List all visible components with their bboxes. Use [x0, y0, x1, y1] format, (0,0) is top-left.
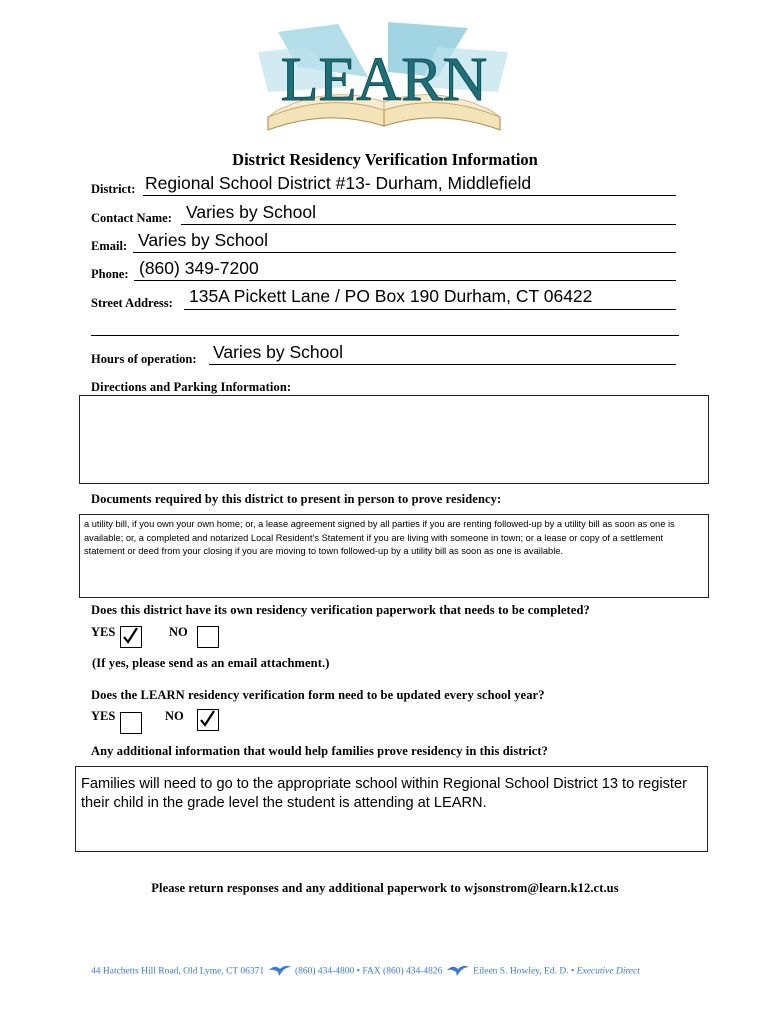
- q1-yes-checkbox[interactable]: [120, 626, 142, 648]
- q1-no-checkbox[interactable]: [197, 626, 219, 648]
- email-field[interactable]: Varies by School: [138, 230, 269, 250]
- page-title: District Residency Verification Information: [232, 150, 538, 169]
- footer-address: 44 Hatchetts Hill Road, Old Lyme, CT 06371: [91, 966, 265, 977]
- bird-icon: [447, 964, 469, 979]
- q2-no-label: NO: [165, 709, 184, 723]
- street-address-field[interactable]: 135A Pickett Lane / PO Box 190 Durham, CT 06422: [189, 286, 593, 306]
- district-line: [143, 195, 676, 196]
- q1-no-label: NO: [169, 625, 188, 639]
- additional-info-box[interactable]: [75, 766, 708, 852]
- q2-yes-checkbox[interactable]: [120, 712, 142, 734]
- q1-note: (If yes, please send as an email attachment.): [92, 656, 330, 670]
- documents-box[interactable]: [79, 514, 709, 598]
- bird-icon: [269, 964, 291, 979]
- footer-phones: (860) 434-4800 • FAX (860) 434-4826: [294, 966, 443, 977]
- phone-field[interactable]: (860) 349-7200: [139, 258, 259, 278]
- documents-label: Documents required by this district to present in person to prove residency:: [91, 492, 502, 506]
- q2-no-checkbox[interactable]: [197, 709, 219, 731]
- email-label: Email:: [91, 239, 128, 253]
- question-1: Does this district have its own residency verification paperwork that needs to be completed?: [91, 603, 590, 617]
- email-line: [133, 252, 676, 253]
- footer: [91, 964, 640, 979]
- documents-text: a utility bill, if you own your own home; or, a lease agreement signed by all parties if you are renting followed-up by a utility bill as soon as one is available; or, a completed and notarized Local Resident’s Statement if you are living with someone in town; or a lease or copy of a settlement statement or deed from your closing if you are moving to town followed-up by a utility bill as soon as one is available.: [84, 519, 675, 556]
- directions-box[interactable]: [79, 395, 709, 484]
- street-address-line: [184, 309, 676, 310]
- contact-name-line: [181, 224, 676, 225]
- street-address-label: Street Address:: [91, 296, 173, 310]
- street-address-line-2[interactable]: [91, 335, 679, 336]
- additional-info-label: Any additional information that would help families prove residency in this district?: [91, 744, 549, 758]
- question-2: Does the LEARN residency verification form need to be updated every school year?: [91, 688, 545, 702]
- district-label: District:: [91, 182, 136, 196]
- hours-line: [209, 364, 676, 365]
- logo-text: LEARN: [280, 46, 488, 114]
- q2-yes-label: YES: [91, 709, 116, 723]
- phone-line: [134, 280, 676, 281]
- footer-director-title: Executive Direct: [576, 966, 640, 977]
- footer-director: Eileen S. Howley, Ed. D. •: [473, 966, 577, 977]
- hours-field[interactable]: Varies by School: [213, 342, 344, 362]
- district-field[interactable]: Regional School District #13- Durham, Middlefield: [145, 173, 532, 193]
- checkmark-icon: [121, 627, 140, 646]
- additional-info-text: Families will need to go to the appropriate school within Regional School District 13 to register their child in the grade level the student is attending at LEARN.: [81, 776, 687, 811]
- return-note: Please return responses and any additional paperwork to wjsonstrom@learn.k12.ct.us: [151, 881, 619, 895]
- hours-label: Hours of operation:: [91, 352, 197, 366]
- contact-name-field[interactable]: Varies by School: [186, 202, 317, 222]
- phone-label: Phone:: [91, 267, 129, 281]
- learn-logo: [238, 22, 530, 134]
- contact-name-label: Contact Name:: [91, 211, 172, 225]
- open-book-logo-icon: [238, 22, 530, 134]
- checkmark-icon: [198, 710, 217, 729]
- directions-text: [80, 396, 708, 412]
- q1-yes-label: YES: [91, 625, 116, 639]
- directions-label: Directions and Parking Information:: [91, 380, 292, 394]
